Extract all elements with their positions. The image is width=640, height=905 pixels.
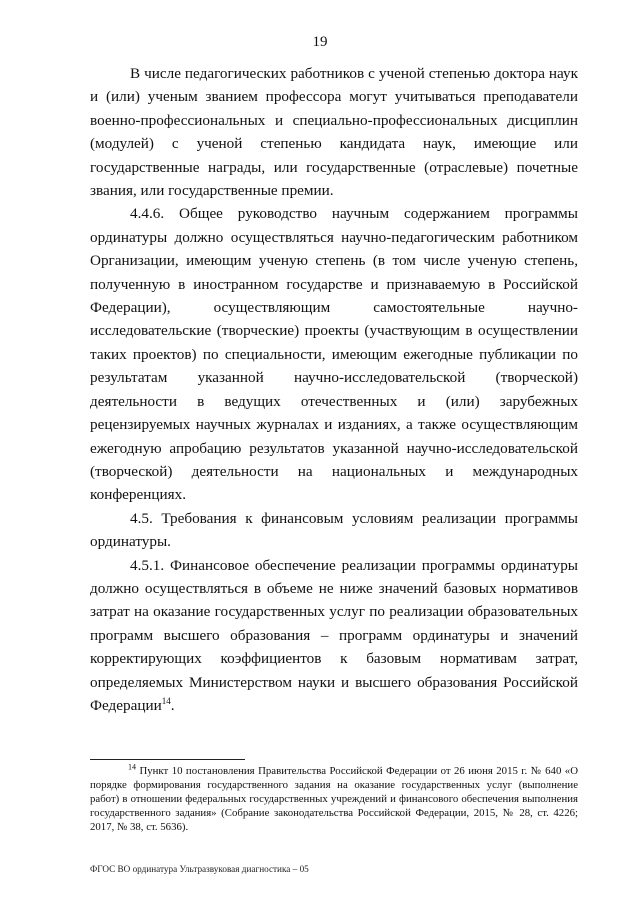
paragraph-4-5: 4.5. Требования к финансовым условиям реализации программы ординатуры. (90, 509, 578, 551)
footnote-divider (90, 759, 245, 760)
paragraph-end-punct: . (170, 696, 175, 714)
body-text (90, 62, 578, 717)
footnote-text: Пункт 10 постановления Правительства Российской Федерации от 26 июня 2015 г. № 640 «О порядке формирования государственного задания на оказание государственных услуг (выполнение работ) в отношении федеральных государственных учреждений и финансового обеспечения выполнения государственного задания» (Собрание законодательства Российской Федерации, 2015, № 28, ст. 4226; 2017, № 38, ст. 5636). (90, 765, 578, 833)
paragraph-4-5-1 (90, 554, 578, 718)
paragraph-4-4-6: 4.4.6. Общее руководство научным содержанием программы ординатуры должно осуществляться научно-педагогическим работником Организации, имеющим ученую степень (в том числе ученую степень, полученную в иностранном государстве и признаваемую в Российской Федерации), осуществляющим самостоятельные научно-исследовательские (творческие) проекты (участвующим в осуществлении таких проектов) по специальности, имеющим ежегодные публикации по результатам указанной научно-исследовательской (творческой) деятельности в ведущих отечественных и (или) зарубежных рецензируемых научных журналах и изданиях, а также осуществляющим ежегодную апробацию результатов указанной научно-исследовательской (творческой) деятельности на национальных и международных конференциях. (90, 205, 578, 504)
footnote-mark: 14 (128, 762, 136, 772)
paragraph-teachers-doctorate: В числе педагогических работников с ученой степенью доктора наук и (или) ученым званием профессора могут учитываться преподаватели военно-профессиональных и специально-профессиональных дисциплин (модулей) с ученой степенью кандидата наук, имеющие или государственные награды, или государственные (отраслевые) почетные звания, или государственные премии. (90, 65, 578, 200)
footnote-reference: 14 (161, 695, 171, 706)
page-footer: ФГОС ВО ординатура Ультразвуковая диагностика – 05 (90, 864, 309, 874)
page-number: 19 (312, 34, 328, 50)
footnote (90, 764, 578, 834)
paragraph-4-5-1-text: 4.5.1. Финансовое обеспечение реализации программы ординатуры должно осуществляться в объеме не ниже значений базовых нормативов затрат на оказание государственных услуг по реализации образовательных программ высшего образования – программ ординатуры и значений корректирующих коэффициентов к базовым нормативам затрат, определяемых Министерством науки и высшего образования Российской Федерации (90, 556, 578, 714)
